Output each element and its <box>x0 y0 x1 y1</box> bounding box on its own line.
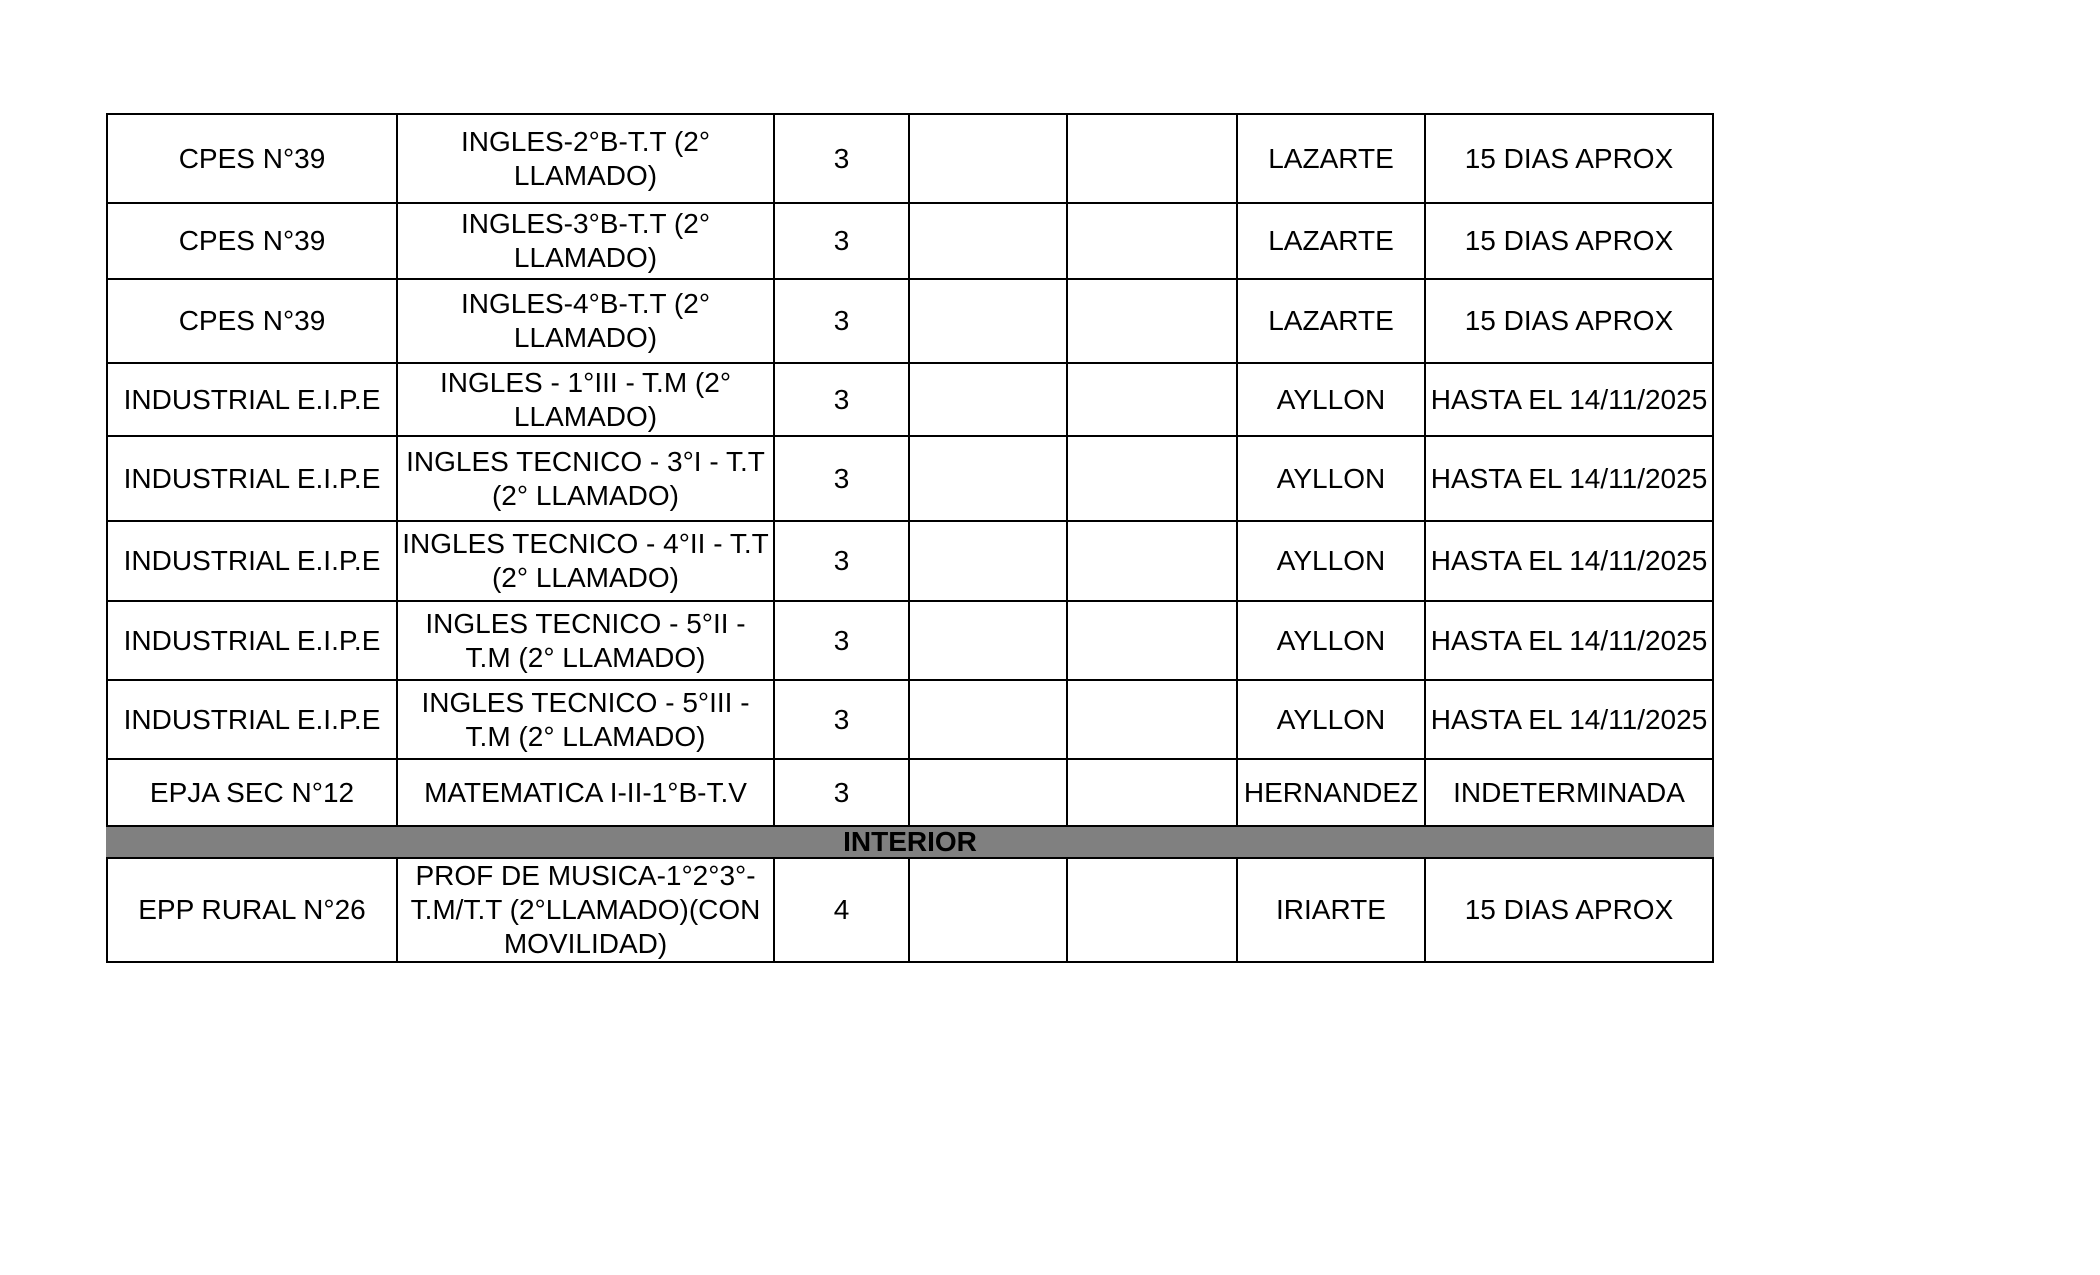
duration-cell: 15 DIAS APROX <box>1425 203 1713 279</box>
subject-cell: INGLES TECNICO - 5°II - T.M (2° LLAMADO) <box>397 601 774 680</box>
hours-cell: 3 <box>774 436 909 521</box>
empty-cell <box>909 363 1067 436</box>
empty-cell <box>1067 114 1237 203</box>
table-row <box>107 363 1713 436</box>
hours-cell: 3 <box>774 759 909 826</box>
hours-cell: 3 <box>774 114 909 203</box>
empty-cell <box>909 858 1067 962</box>
school-cell: INDUSTRIAL E.I.P.E <box>107 680 397 759</box>
name-cell: AYLLON <box>1237 680 1425 759</box>
subject-cell: INGLES-3°B-T.T (2° LLAMADO) <box>397 203 774 279</box>
name-cell: AYLLON <box>1237 363 1425 436</box>
duration-cell: INDETERMINADA <box>1425 759 1713 826</box>
hours-cell: 3 <box>774 279 909 363</box>
empty-cell <box>909 114 1067 203</box>
school-cell: CPES N°39 <box>107 279 397 363</box>
name-cell: IRIARTE <box>1237 858 1425 962</box>
subject-cell: INGLES - 1°III - T.M (2° LLAMADO) <box>397 363 774 436</box>
school-cell: INDUSTRIAL E.I.P.E <box>107 436 397 521</box>
vacancy-table <box>106 113 1714 963</box>
subject-cell: MATEMATICA I-II-1°B-T.V <box>397 759 774 826</box>
section-header-row <box>107 826 1713 858</box>
subject-cell: INGLES-4°B-T.T (2° LLAMADO) <box>397 279 774 363</box>
table-row <box>107 680 1713 759</box>
name-cell: AYLLON <box>1237 521 1425 601</box>
subject-cell: INGLES TECNICO - 4°II - T.T (2° LLAMADO) <box>397 521 774 601</box>
empty-cell <box>1067 759 1237 826</box>
table-row <box>107 759 1713 826</box>
school-cell: EPP RURAL N°26 <box>107 858 397 962</box>
school-cell: CPES N°39 <box>107 114 397 203</box>
empty-cell <box>1067 363 1237 436</box>
table-row <box>107 203 1713 279</box>
hours-cell: 3 <box>774 363 909 436</box>
duration-cell: HASTA EL 14/11/2025 <box>1425 521 1713 601</box>
subject-cell: INGLES-2°B-T.T (2° LLAMADO) <box>397 114 774 203</box>
empty-cell <box>909 436 1067 521</box>
table-row <box>107 279 1713 363</box>
school-cell: INDUSTRIAL E.I.P.E <box>107 363 397 436</box>
table-row <box>107 436 1713 521</box>
duration-cell: 15 DIAS APROX <box>1425 114 1713 203</box>
duration-cell: HASTA EL 14/11/2025 <box>1425 363 1713 436</box>
empty-cell <box>1067 858 1237 962</box>
name-cell: AYLLON <box>1237 601 1425 680</box>
school-cell: EPJA SEC N°12 <box>107 759 397 826</box>
table-row <box>107 858 1713 962</box>
empty-cell <box>1067 436 1237 521</box>
subject-cell: INGLES TECNICO - 3°I - T.T (2° LLAMADO) <box>397 436 774 521</box>
section-title: INTERIOR <box>107 826 1713 858</box>
name-cell: LAZARTE <box>1237 279 1425 363</box>
hours-cell: 3 <box>774 203 909 279</box>
empty-cell <box>909 279 1067 363</box>
subject-cell: INGLES TECNICO - 5°III - T.M (2° LLAMADO) <box>397 680 774 759</box>
duration-cell: 15 DIAS APROX <box>1425 279 1713 363</box>
hours-cell: 4 <box>774 858 909 962</box>
empty-cell <box>1067 203 1237 279</box>
name-cell: LAZARTE <box>1237 203 1425 279</box>
table-row <box>107 601 1713 680</box>
empty-cell <box>909 759 1067 826</box>
empty-cell <box>909 521 1067 601</box>
empty-cell <box>909 203 1067 279</box>
hours-cell: 3 <box>774 521 909 601</box>
duration-cell: HASTA EL 14/11/2025 <box>1425 680 1713 759</box>
empty-cell <box>1067 521 1237 601</box>
hours-cell: 3 <box>774 601 909 680</box>
school-cell: INDUSTRIAL E.I.P.E <box>107 521 397 601</box>
name-cell: HERNANDEZ <box>1237 759 1425 826</box>
empty-cell <box>909 680 1067 759</box>
empty-cell <box>909 601 1067 680</box>
empty-cell <box>1067 601 1237 680</box>
name-cell: AYLLON <box>1237 436 1425 521</box>
table-row <box>107 114 1713 203</box>
subject-cell: PROF DE MUSICA-1°2°3°- T.M/T.T (2°LLAMADO)(CON MOVILIDAD) <box>397 858 774 962</box>
school-cell: CPES N°39 <box>107 203 397 279</box>
table-row <box>107 521 1713 601</box>
hours-cell: 3 <box>774 680 909 759</box>
empty-cell <box>1067 680 1237 759</box>
duration-cell: HASTA EL 14/11/2025 <box>1425 436 1713 521</box>
vacancy-table-body <box>107 114 1713 962</box>
duration-cell: 15 DIAS APROX <box>1425 858 1713 962</box>
school-cell: INDUSTRIAL E.I.P.E <box>107 601 397 680</box>
empty-cell <box>1067 279 1237 363</box>
duration-cell: HASTA EL 14/11/2025 <box>1425 601 1713 680</box>
name-cell: LAZARTE <box>1237 114 1425 203</box>
